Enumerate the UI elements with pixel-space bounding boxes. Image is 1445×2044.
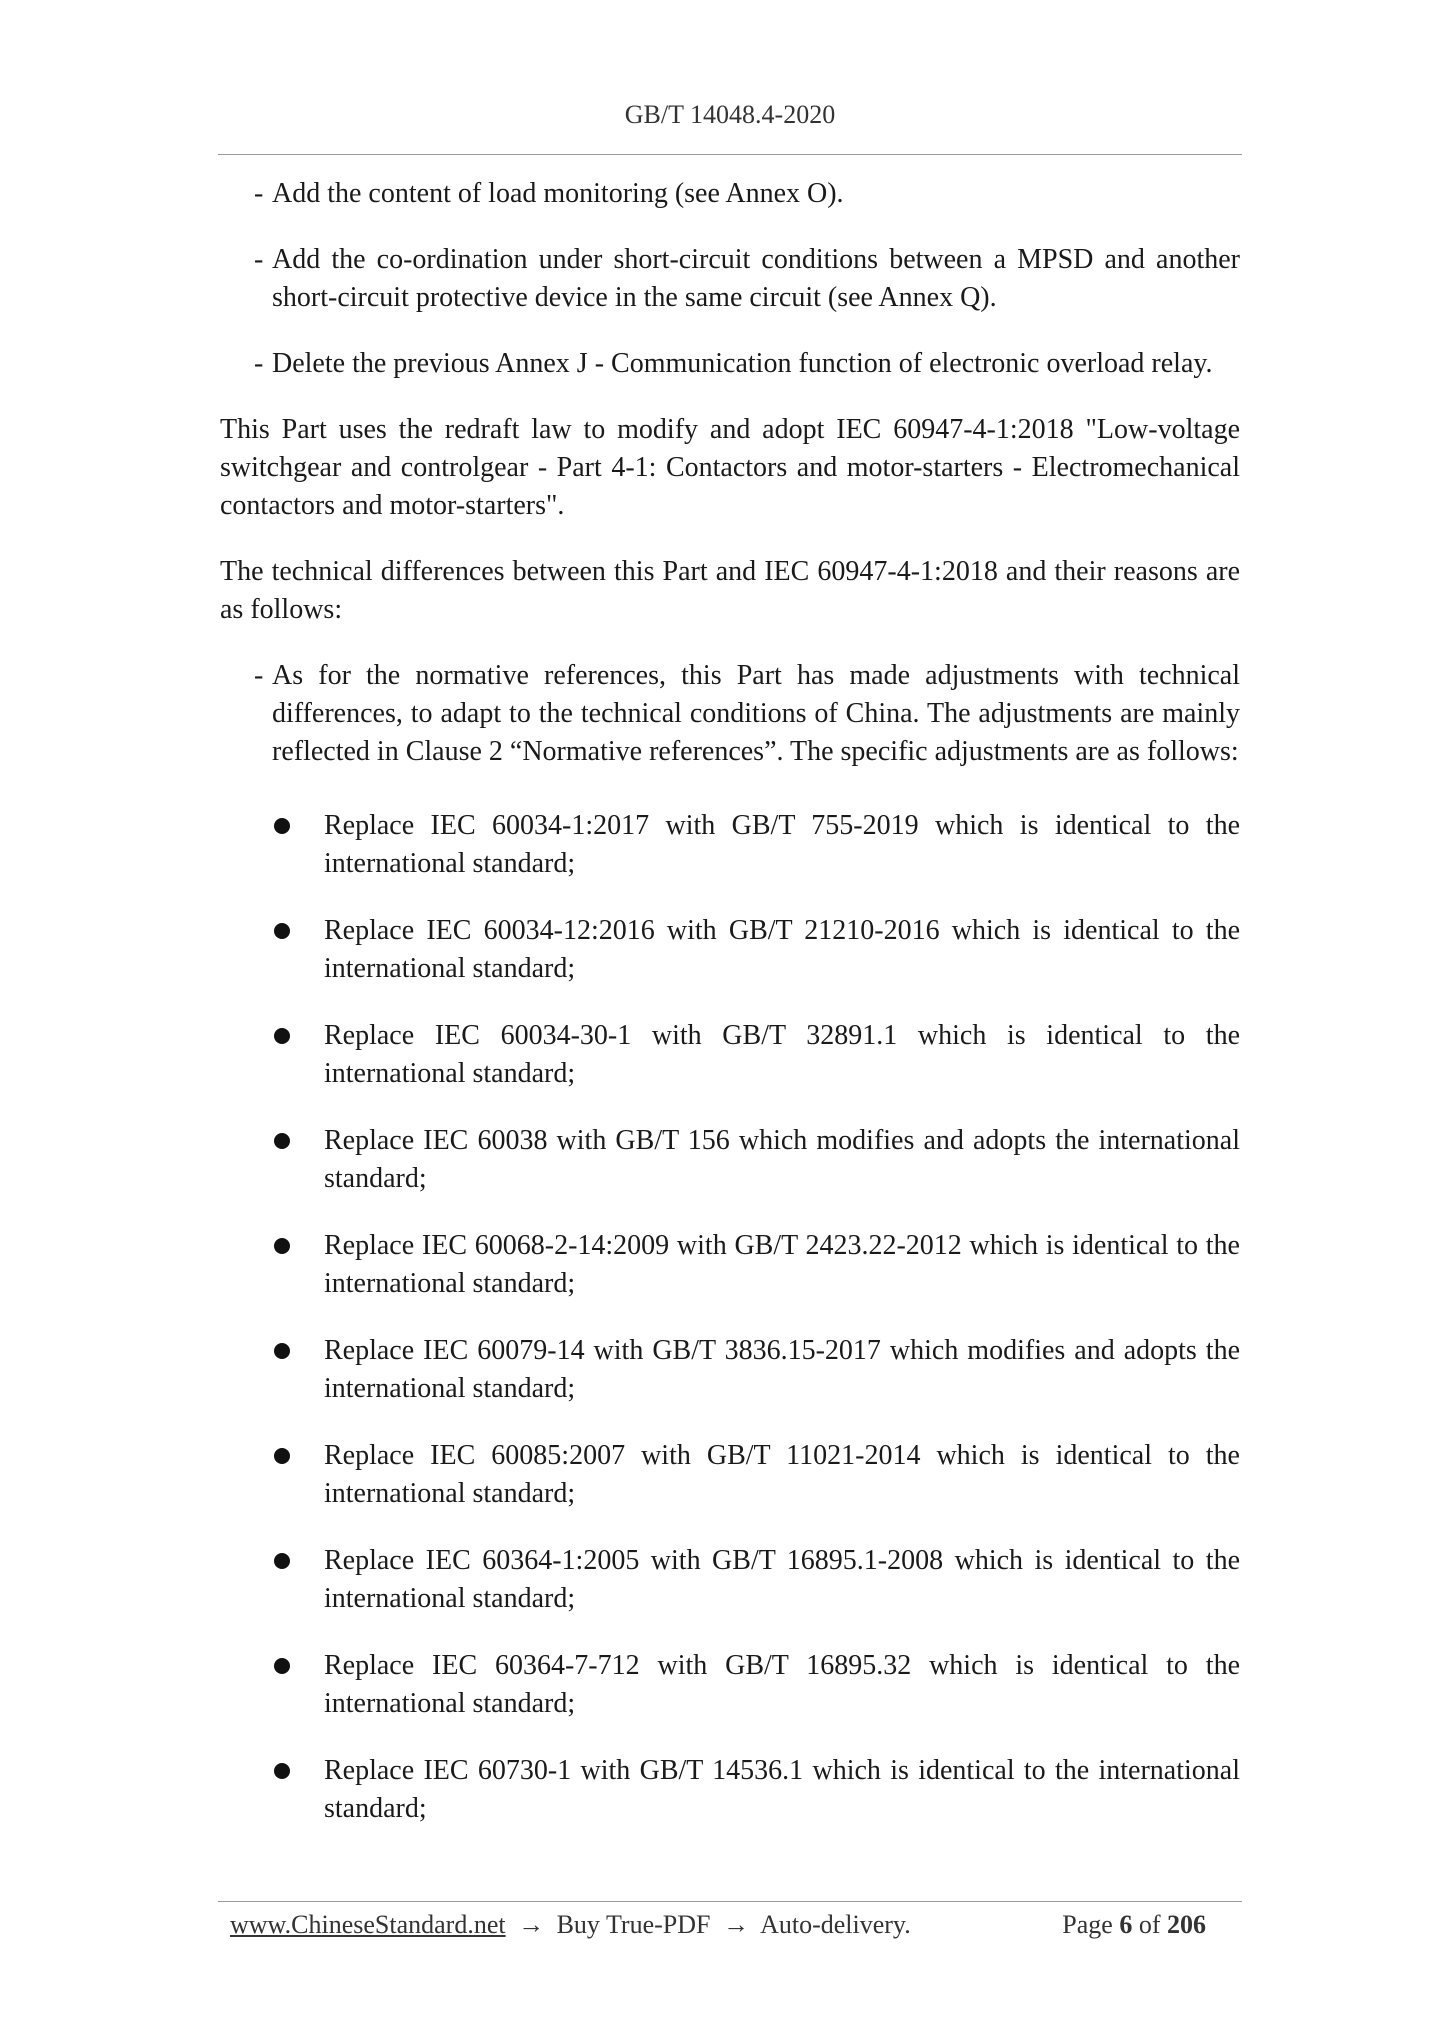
bullet-text: Replace IEC 60730-1 with GB/T 14536.1 which is identical to the international standard; — [324, 1755, 1240, 1824]
arrow-right-icon: → — [723, 1910, 749, 1939]
paragraph-adoption: This Part uses the redraft law to modify and adopt IEC 60947-4-1:2018 "Low-voltage switchgear and controlgear - Part 4-1: Contactors and motor-starters - Electromechanical contactors and motor-starters". — [220, 414, 1240, 521]
bullet-text: Replace IEC 60038 with GB/T 156 which modifies and adopts the international standard; — [324, 1125, 1240, 1194]
paragraph-differences-intro: The technical differences between this Part and IEC 60947-4-1:2018 and their reasons are as follows: — [220, 556, 1240, 625]
dash-marker: - — [254, 660, 264, 691]
bullet-item — [220, 1437, 1240, 1513]
bullet-dot-icon — [274, 1028, 290, 1044]
list-item — [220, 657, 1240, 771]
bullet-dot-icon — [274, 1658, 290, 1674]
page-indicator — [1062, 1910, 1206, 1940]
bullet-text: Replace IEC 60079-14 with GB/T 3836.15-2017 which modifies and adopts the international standard; — [324, 1335, 1240, 1404]
bullet-text: Replace IEC 60085:2007 with GB/T 11021-2014 which is identical to the international standard; — [324, 1440, 1240, 1509]
bullet-dot-icon — [274, 1448, 290, 1464]
bullet-list — [220, 807, 1240, 1828]
bullet-item — [220, 1542, 1240, 1618]
bullet-dot-icon — [274, 1238, 290, 1254]
buy-link[interactable]: Buy True-PDF — [556, 1910, 711, 1939]
page-header — [218, 100, 1242, 130]
bullet-dot-icon — [274, 1343, 290, 1359]
list-item-text: Delete the previous Annex J - Communication function of electronic overload relay. — [272, 348, 1213, 379]
list-item — [220, 345, 1240, 383]
page-content — [220, 175, 1240, 1857]
bullet-item — [220, 1122, 1240, 1198]
bullet-item — [220, 1647, 1240, 1723]
dash-marker: - — [254, 178, 264, 209]
page-label: Page — [1062, 1910, 1113, 1939]
page-total: 206 — [1167, 1910, 1206, 1939]
bullet-text: Replace IEC 60034-1:2017 with GB/T 755-2019 which is identical to the international standard; — [324, 810, 1240, 879]
bullet-dot-icon — [274, 1133, 290, 1149]
footer-divider — [218, 1901, 1242, 1902]
arrow-right-icon: → — [518, 1910, 545, 1939]
page-of: of — [1138, 1910, 1161, 1939]
list-item — [220, 241, 1240, 317]
bullet-dot-icon — [274, 1763, 290, 1779]
list-item-text: As for the normative references, this Part has made adjustments with technical differences, to adapt to the technical conditions of China. The adjustments are mainly reflected in Clause 2 “Normative references”. The specific adjustments are as follows: — [272, 660, 1240, 767]
bullet-text: Replace IEC 60364-1:2005 with GB/T 16895.1-2008 which is identical to the international standard; — [324, 1545, 1240, 1614]
page-current: 6 — [1119, 1910, 1133, 1939]
dash-marker: - — [254, 348, 264, 379]
bullet-item — [220, 1227, 1240, 1303]
bullet-text: Replace IEC 60034-12:2016 with GB/T 21210-2016 which is identical to the international standard; — [324, 915, 1240, 984]
bullet-dot-icon — [274, 923, 290, 939]
bullet-item — [220, 807, 1240, 883]
delivery-text: Auto-delivery. — [760, 1910, 911, 1939]
bullet-text: Replace IEC 60364-7-712 with GB/T 16895.32 which is identical to the international standard; — [324, 1650, 1240, 1719]
document-id: GB/T 14048.4-2020 — [624, 100, 836, 129]
header-divider — [218, 154, 1242, 155]
bullet-dot-icon — [274, 1553, 290, 1569]
list-item — [220, 175, 1240, 213]
bullet-item — [220, 1332, 1240, 1408]
bullet-item — [220, 1752, 1240, 1828]
bullet-dot-icon — [274, 818, 290, 834]
list-item-text: Add the co-ordination under short-circuit conditions between a MPSD and another short-circuit protective device in the same circuit (see Annex Q). — [272, 244, 1240, 313]
page-footer — [230, 1910, 1220, 1940]
site-link[interactable]: www.ChineseStandard.net — [230, 1910, 506, 1939]
bullet-text: Replace IEC 60068-2-14:2009 with GB/T 2423.22-2012 which is identical to the international standard; — [324, 1230, 1240, 1299]
dash-marker: - — [254, 244, 264, 275]
bullet-item — [220, 912, 1240, 988]
list-item-text: Add the content of load monitoring (see Annex O). — [272, 178, 844, 209]
bullet-text: Replace IEC 60034-30-1 with GB/T 32891.1 which is identical to the international standard; — [324, 1020, 1240, 1089]
bullet-item — [220, 1017, 1240, 1093]
